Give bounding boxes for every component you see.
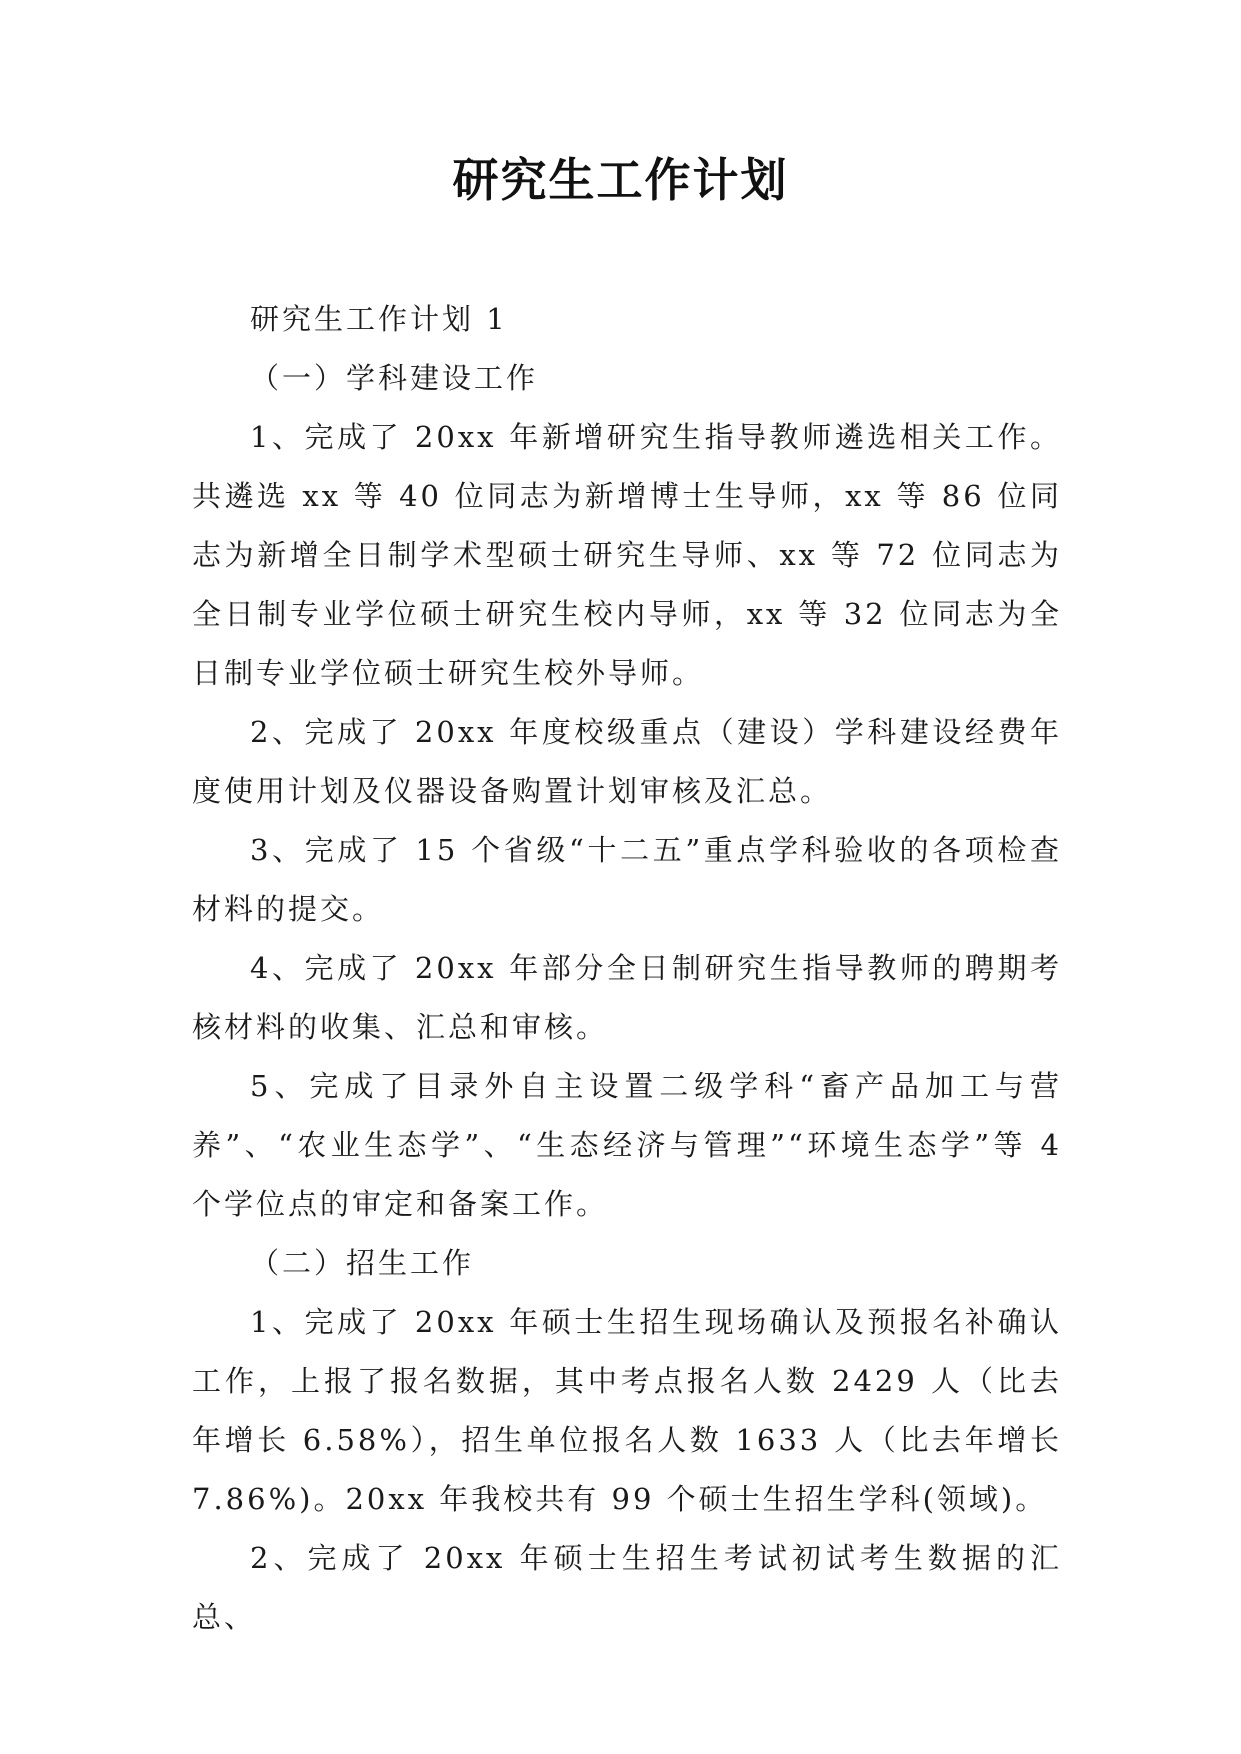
paragraph: 5、完成了目录外自主设置二级学科“畜产品加工与营养”、“农业生态学”、“生态经济与管理”“环境生态学”等 4 个学位点的审定和备案工作。	[192, 1069, 1062, 1221]
paragraph: 3、完成了 15 个省级“十二五”重点学科验收的各项检查材料的提交。	[192, 833, 1062, 926]
section-heading: 研究生工作计划 1	[250, 302, 508, 336]
paragraph: 4、完成了 20xx 年部分全日制研究生指导教师的聘期考核材料的收集、汇总和审核。	[192, 951, 1062, 1044]
document-body	[192, 290, 1062, 1647]
paragraph: 2、完成了 20xx 年度校级重点（建设）学科建设经费年度使用计划及仪器设备购置计划审核及汇总。	[192, 715, 1062, 808]
document-title: 研究生工作计划	[452, 153, 789, 207]
subsection-heading-admissions: （二）招生工作	[250, 1246, 475, 1280]
subsection-heading-discipline: （一）学科建设工作	[250, 361, 539, 395]
paragraph: 1、完成了 20xx 年新增研究生指导教师遴选相关工作。共遴选 xx 等 40 位同志为新增博士生导师，xx 等 86 位同志为新增全日制学术型硕士研究生导师、xx 等 72 位同志为全日制专业学位硕士研究生校内导师，xx 等 32 位同志为全日制专业学位硕士研究生校外导师。	[192, 420, 1062, 690]
paragraph: 1、完成了 20xx 年硕士生招生现场确认及预报名补确认工作，上报了报名数据，其中考点报名人数 2429 人（比去年增长 6.58%），招生单位报名人数 1633 人（比去年增长 7.86%)。20xx 年我校共有 99 个硕士生招生学科(领域)。	[192, 1305, 1062, 1516]
paragraph: 2、完成了 20xx 年硕士生招生考试初试考生数据的汇总、	[192, 1541, 1062, 1634]
